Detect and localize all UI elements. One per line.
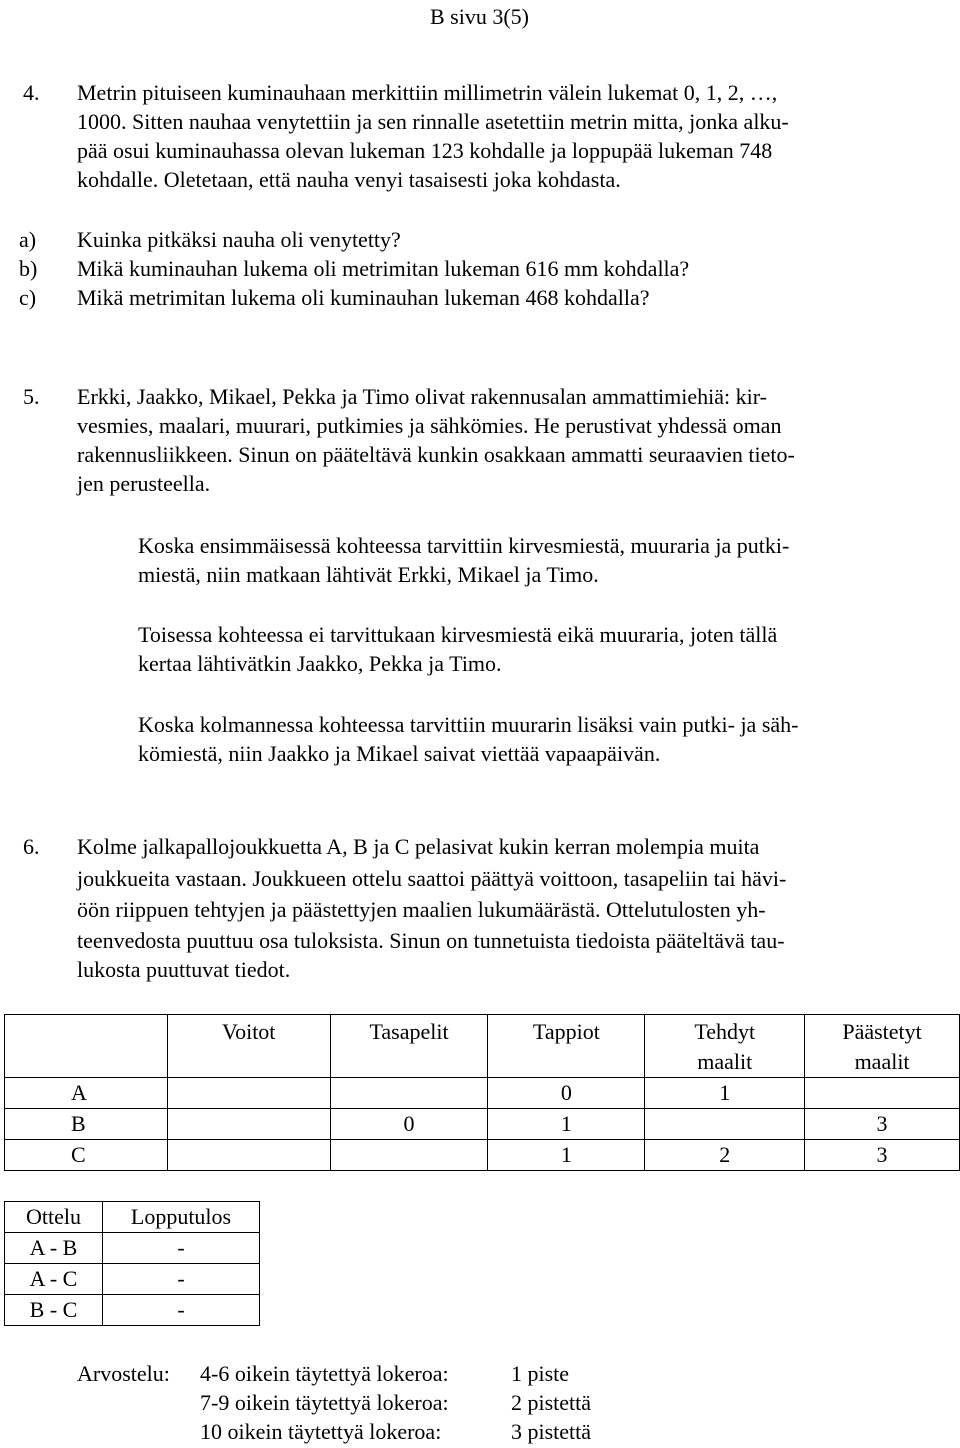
page-label: B sivu 3(5) [430,4,529,29]
results-table-header-row [5,1015,960,1078]
results-header-paastetyt-line-2: maalit [854,1049,910,1074]
results-b-tehdyt[interactable] [645,1109,805,1140]
task4-question-b-label: b) [19,256,38,281]
results-c-paastetyt: 3 [805,1140,960,1171]
results-header-paastetyt-line-1: Päästetyt [842,1019,922,1044]
games-result-bc[interactable]: - [103,1295,260,1326]
games-match-ac: A - C [5,1264,103,1295]
games-match-ab: A - B [5,1233,103,1264]
task5-paragraph-2-line-1: Toisessa kohteessa ei tarvittukaan kirvesmiestä eikä muuraria, joten tällä [138,622,778,647]
grading-label: Arvostelu: [77,1361,170,1386]
results-c-voitot[interactable] [167,1140,330,1171]
games-match-bc: B - C [5,1295,103,1326]
games-table [4,1201,260,1326]
task6-number: 6. [23,834,40,859]
grading-range-2: 7-9 oikein täytettyä lokeroa: [200,1390,449,1415]
results-a-paastetyt[interactable] [805,1078,960,1109]
task4-line-3: pää osui kuminauhassa olevan lukeman 123 kohdalle ja loppupää lukeman 748 [77,138,773,163]
results-header-voitot: Voitot [167,1015,330,1078]
task5-paragraph-2-line-2: kertaa lähtivätkin Jaakko, Pekka ja Timo. [138,651,502,676]
table-row [5,1109,960,1140]
games-result-ab[interactable]: - [103,1233,260,1264]
results-a-tappiot: 0 [488,1078,645,1109]
results-a-tasapelit[interactable] [330,1078,488,1109]
results-team-b: B [5,1109,168,1140]
grading-points-1: 1 piste [511,1361,570,1386]
task5-paragraph-3-line-1: Koska kolmannessa kohteessa tarvittiin muurarin lisäksi vain putki- ja säh- [138,712,799,737]
task5-line-3: rakennusliikkeen. Sinun on pääteltävä kunkin osakkaan ammatti seuraavien tieto- [77,442,795,467]
results-c-tehdyt: 2 [645,1140,805,1171]
results-header-tehdyt-maalit [645,1015,805,1078]
task4-line-4: kohdalle. Oletetaan, että nauha venyi tasaisesti joka kohdasta. [77,167,621,192]
results-table [4,1014,960,1171]
task5-paragraph-3-line-2: kömiestä, niin Jaakko ja Mikael saivat viettää vapaapäivän. [138,741,661,766]
task5-number: 5. [23,384,40,409]
task4-number: 4. [23,80,40,105]
results-b-tasapelit: 0 [330,1109,488,1140]
results-header-paastetyt-maalit [805,1015,960,1078]
results-a-tehdyt: 1 [645,1078,805,1109]
task5-line-2: vesmies, maalari, muurari, putkimies ja sähkömies. He perustivat yhdessä oman [77,413,782,438]
task5-line-4: jen perusteella. [77,471,211,496]
results-header-tehdyt-line-2: maalit [697,1049,753,1074]
games-table-header-row [5,1202,260,1233]
grading-range-3: 10 oikein täytettyä lokeroa: [200,1419,442,1444]
task6-line-3: öön riippuen tehtyjen ja päästettyjen maalien lukumäärästä. Ottelutulosten yh- [77,897,766,922]
task4-question-a-label: a) [19,227,37,252]
results-b-tappiot: 1 [488,1109,645,1140]
task5-line-1: Erkki, Jaakko, Mikael, Pekka ja Timo olivat rakennusalan ammattimiehiä: kir- [77,384,767,409]
results-team-a: A [5,1078,168,1109]
task6-line-4: teenvedosta puuttuu osa tuloksista. Sinun on tunnetuista tiedoista pääteltävä tau- [77,928,785,953]
results-a-voitot[interactable] [167,1078,330,1109]
table-row [5,1078,960,1109]
results-c-tasapelit[interactable] [330,1140,488,1171]
games-result-ac[interactable]: - [103,1264,260,1295]
task4-question-c-label: c) [19,285,37,310]
task4-question-a: Kuinka pitkäksi nauha oli venytetty? [77,227,401,252]
task4-line-1: Metrin pituiseen kuminauhaan merkittiin millimetrin välein lukemat 0, 1, 2, …, [77,80,778,105]
table-row [5,1295,260,1326]
results-header-empty [5,1015,168,1078]
task5-paragraph-1-line-1: Koska ensimmäisessä kohteessa tarvittiin kirvesmiestä, muuraria ja putki- [138,533,790,558]
results-header-tasapelit: Tasapelit [330,1015,488,1078]
grading-points-2: 2 pistettä [511,1390,592,1415]
task6-line-2: joukkueita vastaan. Joukkueen ottelu saattoi päättyä voittoon, tasapeliin tai hävi- [77,866,787,891]
results-header-tehdyt-line-1: Tehdyt [694,1019,756,1044]
task6-line-1: Kolme jalkapallojoukkuetta A, B ja C pelasivat kukin kerran molempia muita [77,834,760,859]
results-header-tappiot: Tappiot [488,1015,645,1078]
task5-paragraph-1-line-2: miestä, niin matkaan lähtivät Erkki, Mikael ja Timo. [138,562,599,587]
table-row [5,1140,960,1171]
task4-line-2: 1000. Sitten nauhaa venytettiin ja sen rinnalle asetettiin metrin mitta, jonka alku- [77,109,789,134]
task4-question-c: Mikä metrimitan lukema oli kuminauhan lukeman 468 kohdalla? [77,285,650,310]
games-header-lopputulos: Lopputulos [103,1202,260,1233]
games-header-ottelu: Ottelu [5,1202,103,1233]
results-b-paastetyt: 3 [805,1109,960,1140]
task6-line-5: lukosta puuttuvat tiedot. [77,957,291,982]
task4-question-b: Mikä kuminauhan lukema oli metrimitan lukeman 616 mm kohdalla? [77,256,690,281]
table-row [5,1264,260,1295]
results-b-voitot[interactable] [167,1109,330,1140]
results-team-c: C [5,1140,168,1171]
table-row [5,1233,260,1264]
grading-points-3: 3 pistettä [511,1419,592,1444]
results-c-tappiot: 1 [488,1140,645,1171]
grading-range-1: 4-6 oikein täytettyä lokeroa: [200,1361,449,1386]
